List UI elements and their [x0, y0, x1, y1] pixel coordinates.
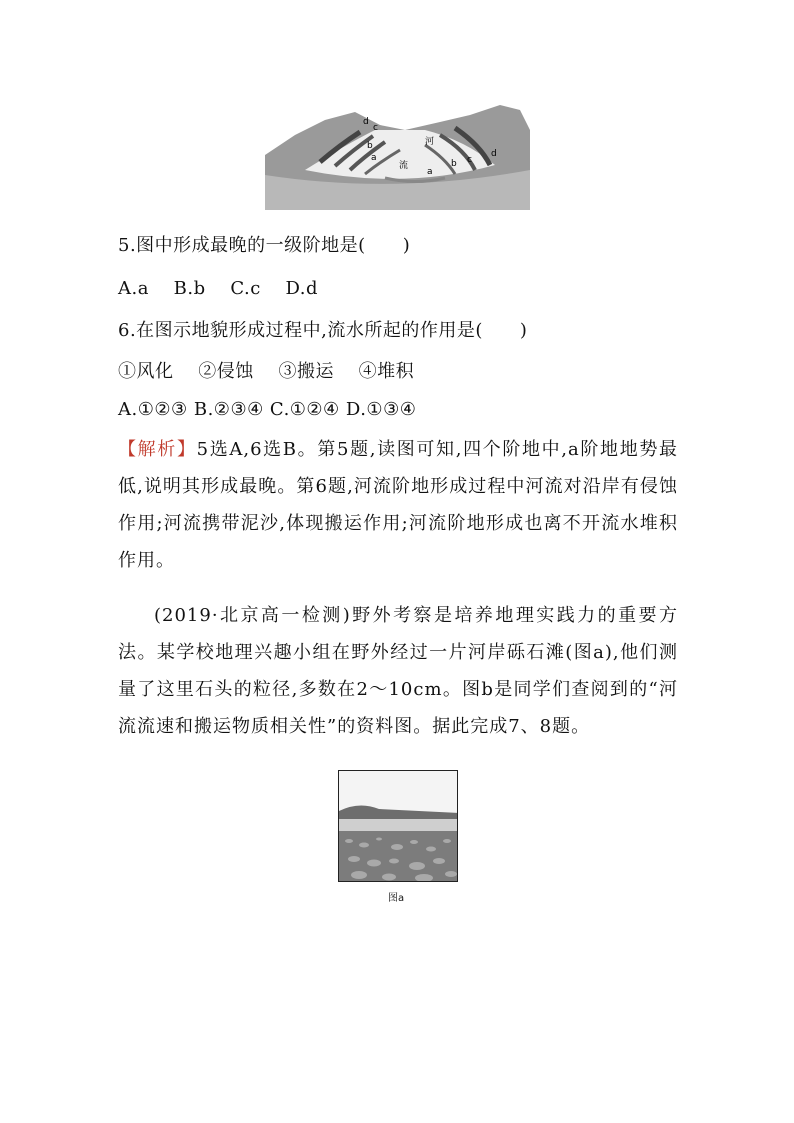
q6-options: A.①②③ B.②③④ C.①②④ D.①③④ [118, 399, 417, 420]
figure-a-caption: 图a [388, 893, 405, 904]
label-river: 河 [425, 137, 435, 147]
gravel-beach-photo [338, 770, 458, 882]
intro-paragraph: (2019·北京高一检测)野外考察是培养地理实践力的重要方法。某学校地理兴趣小组在野外经过一片河岸砾石滩(图a),他们测量了这里石头的粒径,多数在2～10cm。图b是同学们查阅到的“河流流速和搬运物质相关性”的资料图。据此完成7、8题。 [118, 605, 678, 737]
q6-stem: 6.在图示地貌形成过程中,流水所起的作用是( ) [118, 320, 528, 341]
label-left-a: a [371, 153, 377, 163]
q5-stem: 5.图中形成最晚的一级阶地是( ) [118, 235, 411, 256]
label-right-a: a [427, 167, 433, 177]
q6-items: ①风化 ②侵蚀 ③搬运 ④堆积 [118, 361, 415, 382]
river-terrace-figure [265, 100, 530, 210]
label-left-d: d [363, 117, 369, 127]
analysis-text: 5选A,6选B。第5题,读图可知,四个阶地中,a阶地地势最低,说明其形成最晚。第6题,河流阶地形成过程中河流对沿岸有侵蚀作用;河流携带泥沙,体现搬运作用;河流阶地形成也离不开流水堆积作用。 [118, 439, 678, 571]
label-flow: 流 [399, 161, 409, 171]
label-right-c: c [467, 155, 472, 165]
analysis-tag: 【解析】 [118, 439, 197, 460]
analysis-paragraph [118, 431, 678, 579]
label-right-d: d [491, 149, 497, 159]
label-left-b: b [367, 141, 373, 151]
label-left-c: c [373, 123, 378, 133]
label-right-b: b [451, 159, 457, 169]
q5-options: A.a B.b C.c D.d [118, 278, 319, 299]
